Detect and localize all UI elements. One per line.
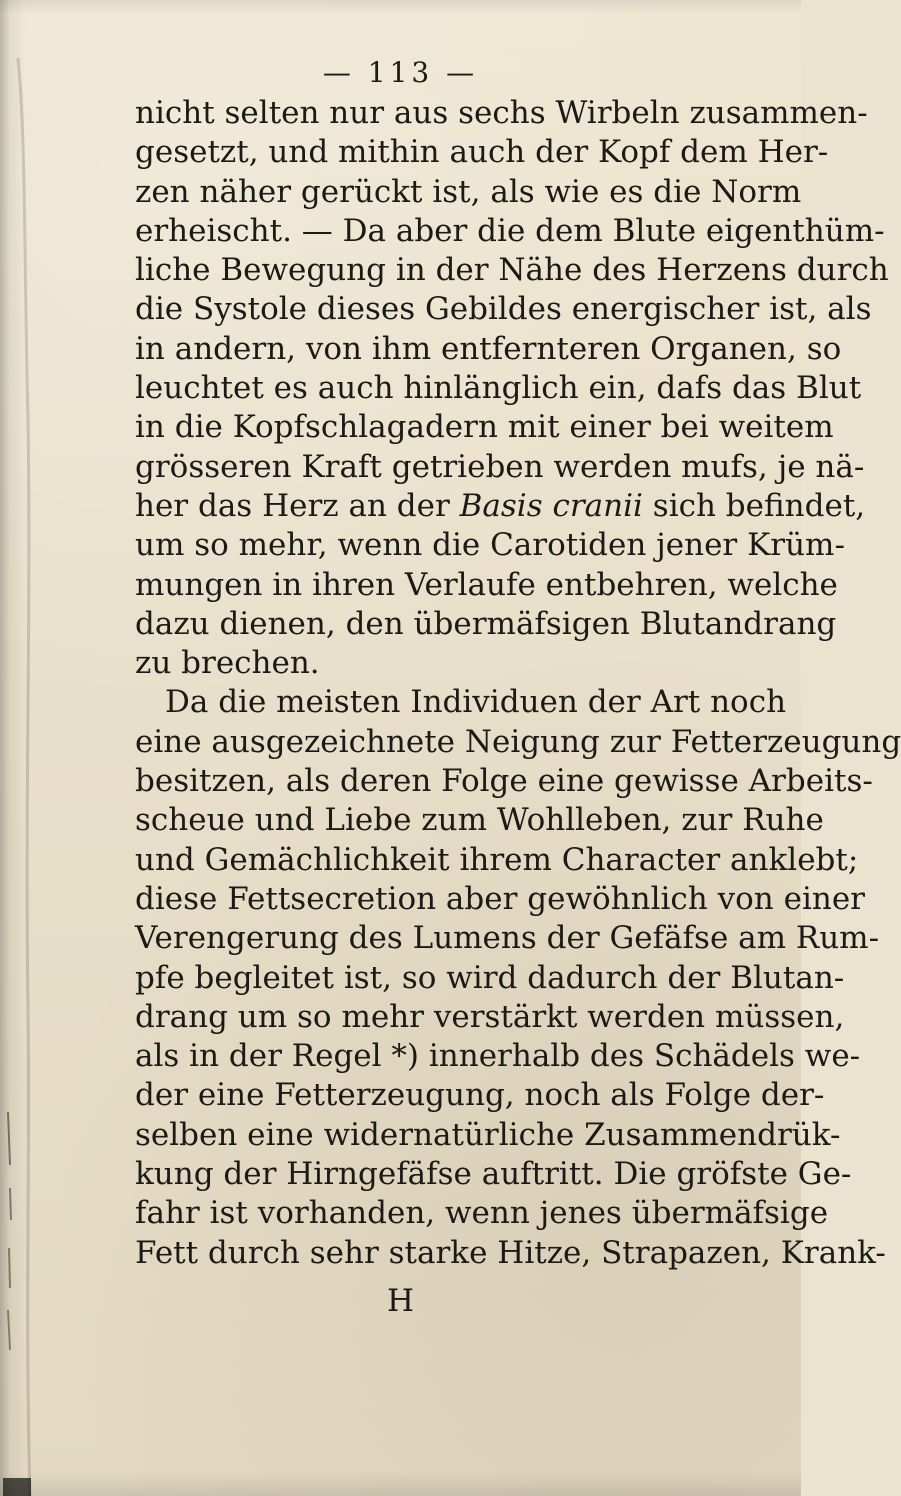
text-line-6: die Systole dieses Gebildes energischer ist, als bbox=[135, 291, 872, 328]
text-line-13: mungen in ihren Verlaufe entbehren, welche bbox=[135, 566, 838, 603]
paragraph-2-line-1: Da die meisten Individuen der Art noch bbox=[165, 684, 787, 721]
text-line-12: um so mehr, wenn die Carotiden jener Krüm- bbox=[135, 527, 845, 564]
bottom-page-shadow bbox=[0, 1472, 801, 1496]
text-line-1: nicht selten nur aus sechs Wirbeln zusammen- bbox=[135, 95, 868, 131]
text-line-3: zen näher gerückt ist, als wie es die Norm bbox=[135, 173, 802, 210]
paragraph-2-line-4: scheue und Liebe zum Wohlleben, zur Ruhe bbox=[135, 802, 824, 839]
body-text bbox=[135, 94, 901, 1273]
paragraph-2-line-13: kung der Hirngefäfse auftritt. Die gröfste Ge- bbox=[135, 1156, 852, 1193]
paragraph-2-line-10: als in der Regel *) innerhalb des Schädels we- bbox=[135, 1038, 861, 1075]
latin-term: Basis cranii bbox=[459, 487, 643, 524]
paragraph-2-line-11: der eine Fetterzeugung, noch als Folge der- bbox=[135, 1077, 825, 1114]
paragraph-2-line-14: fahr ist vorhanden, wenn jenes übermäfsige bbox=[135, 1195, 829, 1232]
paragraph-2-line-5: und Gemächlichkeit ihrem Character anklebt; bbox=[135, 841, 859, 878]
paragraph-2-line-2: eine ausgezeichnete Neigung zur Fetterzeugung bbox=[135, 723, 901, 760]
left-page-shadow bbox=[0, 0, 26, 1496]
signature-mark: H bbox=[386, 1283, 415, 1319]
text-line-14: dazu dienen, den übermäfsigen Blutandrang bbox=[135, 605, 837, 642]
text-line-11-end: sich befindet, bbox=[642, 487, 866, 524]
paragraph-2-line-9: drang um so mehr verstärkt werden müssen, bbox=[135, 998, 845, 1035]
text-line-5: liche Bewegung in der Nähe des Herzens durch bbox=[135, 252, 889, 289]
text-line-9: in die Kopfschlagadern mit einer bei weitem bbox=[135, 409, 834, 446]
paragraph-2-line-15: Fett durch sehr starke Hitze, Strapazen, Krank- bbox=[135, 1234, 886, 1271]
text-line-4: erheischt. — Da aber die dem Blute eigenthüm- bbox=[135, 212, 885, 249]
paragraph-2-line-7: Verengerung des Lumens der Gefäfse am Rum- bbox=[135, 920, 880, 957]
paragraph-2-line-3: besitzen, als deren Folge eine gewisse Arbeits- bbox=[135, 763, 873, 800]
paragraph-2-line-8: pfe begleitet ist, so wird dadurch der Blutan- bbox=[135, 959, 845, 996]
text-line-7: in andern, von ihm entfernteren Organen, so bbox=[135, 330, 842, 367]
paragraph-2-line-12: selben eine widernatürliche Zusammendrük- bbox=[135, 1116, 841, 1153]
paragraph-2-line-6: diese Fettsecretion aber gewöhnlich von einer bbox=[135, 880, 865, 917]
text-line-15: zu brechen. bbox=[135, 645, 320, 682]
text-line-8: leuchtet es auch hinlänglich ein, dafs das Blut bbox=[135, 370, 862, 407]
text-line-11 bbox=[135, 487, 866, 526]
page-number-header: — 113 — bbox=[322, 56, 479, 89]
text-line-11-start: her das Herz an der bbox=[135, 487, 450, 524]
text-line-10: grösseren Kraft getrieben werden mufs, je nä- bbox=[135, 448, 865, 485]
top-page-shadow bbox=[0, 0, 801, 14]
text-line-2: gesetzt, und mithin auch der Kopf dem Her- bbox=[135, 134, 829, 171]
